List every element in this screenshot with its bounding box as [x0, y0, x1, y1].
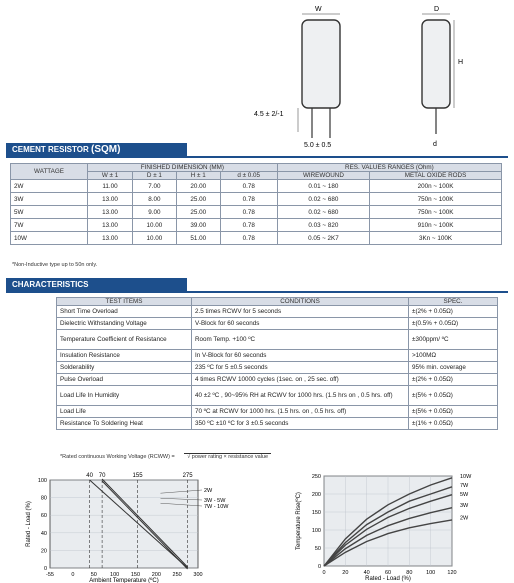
cell: 910n ~ 100K [370, 219, 502, 232]
cell: Room Temp. +100 ºC [192, 330, 409, 350]
test-items-header: TEST ITEMS [57, 298, 192, 306]
y-tick-label: 150 [311, 510, 321, 516]
x-tick-label: 250 [172, 572, 182, 578]
cell: 13.00 [88, 193, 133, 206]
table-row [57, 386, 498, 406]
col-d: D ± 1 [133, 172, 177, 180]
x-tick-label: 100 [426, 570, 436, 576]
table-row [57, 350, 498, 362]
res-values-header: RES. VALUES RANGES (Ohm) [277, 164, 501, 172]
cell: V-Block for 60 seconds [192, 318, 409, 330]
cell: 25.00 [176, 206, 220, 219]
col-lead-d: d ± 0.05 [220, 172, 277, 180]
cell: 0.02 ~ 680 [277, 193, 369, 206]
cell: 51.00 [176, 232, 220, 245]
cell: 13.00 [88, 206, 133, 219]
table-row [57, 418, 498, 430]
top-marker-label: 155 [132, 473, 143, 479]
section-rule [6, 291, 508, 293]
col-wirewound: WIREWOUND [277, 172, 369, 180]
cell: 10.00 [133, 219, 177, 232]
x-axis-label: Ambient Temperature (ºC) [89, 578, 159, 583]
section-cement-resistor-header [6, 143, 187, 156]
y-tick-label: 60 [40, 513, 47, 520]
table-row [11, 193, 502, 206]
spec-table [10, 163, 502, 245]
cell: 5W [11, 206, 88, 219]
cell: 25.00 [176, 193, 220, 206]
cell: 9.00 [133, 206, 177, 219]
x-tick-label: 120 [447, 570, 457, 576]
y-tick-label: 20 [40, 548, 47, 555]
x-tick-label: 40 [363, 570, 370, 576]
rcwv-formula-text: power rating × resistance value [191, 454, 269, 460]
cell: 7W [11, 219, 88, 232]
table-row [11, 206, 502, 219]
series-label: 10W [460, 474, 472, 480]
x-tick-label: 0 [71, 572, 75, 578]
y-tick-label: 250 [311, 474, 321, 480]
x-tick-label: 100 [110, 572, 120, 578]
cell: In V-Block for 60 seconds [192, 350, 409, 362]
section-rule [6, 156, 508, 158]
dim-h-label: H [458, 59, 464, 66]
col-h: H ± 1 [176, 172, 220, 180]
series-label: 2W [460, 515, 469, 522]
x-tick-label: 150 [130, 572, 141, 578]
cell: 4 times RCWV 10000 cycles (1sec. on , 25 sec. off) [192, 374, 409, 386]
cell: 2.5 times RCWV for 5 seconds [192, 306, 409, 318]
cell: ±(5% + 0.05Ω) [409, 386, 498, 406]
cell: 20.00 [176, 180, 220, 193]
resistor-side-body [422, 20, 450, 108]
cell: 0.03 ~ 820 [277, 219, 369, 232]
table-row [57, 318, 498, 330]
y-tick-label: 100 [37, 478, 47, 484]
cell: 750n ~ 100K [370, 206, 502, 219]
cell: 13.00 [88, 219, 133, 232]
cell: 350 ºC ±10 ºC for 3 ±0.5 seconds [192, 418, 409, 430]
y-tick-label: 0 [43, 566, 47, 572]
dim-lead-d-label: d [433, 141, 437, 148]
conditions-header: CONDITIONS [192, 298, 409, 306]
cell: 3Kn ~ 100K [370, 232, 502, 245]
cell: 7.00 [133, 180, 177, 193]
cell: Solderability [57, 362, 192, 374]
cell: 95% min. coverage [409, 362, 498, 374]
cell: 0.78 [220, 219, 277, 232]
y-tick-label: 0 [317, 564, 321, 570]
series-label: 7W - 10W [204, 504, 229, 510]
x-axis-label: Rated - Load (%) [365, 576, 411, 582]
cell: 200n ~ 100K [370, 180, 502, 193]
cell: 10.00 [133, 232, 177, 245]
table-row [57, 330, 498, 350]
cell: 0.78 [220, 193, 277, 206]
y-tick-label: 80 [40, 495, 47, 502]
rcwv-footnote [60, 454, 271, 460]
cell: Dielectric Withstanding Voltage [57, 318, 192, 330]
characteristics-table [56, 297, 498, 430]
cell: ±(1% + 0.05Ω) [409, 418, 498, 430]
cell: 3W [11, 193, 88, 206]
cell: 13.00 [88, 232, 133, 245]
x-tick-label: 80 [406, 570, 413, 576]
x-tick-label: 60 [384, 570, 392, 576]
top-marker-label: 275 [182, 473, 193, 479]
finished-dimension-header: FINISHED DIMENSION (MM) [88, 164, 278, 172]
cell: ±(5% + 0.05Ω) [409, 406, 498, 418]
table-row [57, 374, 498, 386]
cell: Short Time Overload [57, 306, 192, 318]
section-title-prefix: CEMENT RESISTOR [12, 145, 89, 154]
section-characteristics-header [6, 278, 187, 291]
x-tick-label: 300 [193, 572, 203, 578]
y-tick-label: 100 [311, 528, 321, 534]
wattage-header: WATTAGE [11, 164, 88, 180]
temperature-rise-chart [280, 466, 510, 582]
cell: ±300ppm/ ºC [409, 330, 498, 350]
top-marker-label: 40 [86, 473, 93, 479]
table-row [57, 406, 498, 418]
cell: ±(2% + 0.05Ω) [409, 306, 498, 318]
cell: 10W [11, 232, 88, 245]
cell: 0.78 [220, 206, 277, 219]
cell: 70 ºC at RCWV for 1000 hrs. (1.5 hrs. on , 0.5 hrs. off) [192, 406, 409, 418]
series-label: 7W [460, 483, 469, 489]
x-tick-label: 50 [90, 572, 97, 578]
rcwv-footnote-prefix: *Rated continuous Working Voltage (RCWW) = [60, 454, 175, 460]
cell: ±(2% + 0.05Ω) [409, 374, 498, 386]
series-label: 2W [204, 488, 213, 494]
top-marker-label: 70 [98, 473, 106, 479]
series-label: 5W [460, 492, 469, 498]
x-tick-label: 0 [322, 570, 326, 576]
cell: 750n ~ 100K [370, 193, 502, 206]
dim-pitch-label: 5.0 ± 0.5 [304, 142, 332, 149]
rcwv-formula: √ power rating × resistance value [184, 453, 271, 460]
cell: 0.05 ~ 2K7 [277, 232, 369, 245]
cell: ±(0.5% + 0.05Ω) [409, 318, 498, 330]
cell: Load Life In Humidity [57, 386, 192, 406]
table-row [11, 219, 502, 232]
series-label: 3W [460, 502, 469, 509]
cell: Temperature Coefficient of Resistance [57, 330, 192, 350]
y-tick-label: 40 [40, 530, 47, 537]
x-tick-label: 200 [151, 572, 161, 578]
cell: 8.00 [133, 193, 177, 206]
cell: 11.00 [88, 180, 133, 193]
dim-lead-label: 4.5 ± 2/-1 [254, 111, 284, 118]
col-metal-oxide: METAL OXIDE RODS [370, 172, 502, 180]
spec-header: SPEC. [409, 298, 498, 306]
cell: 0.78 [220, 232, 277, 245]
y-tick-label: 50 [314, 546, 321, 552]
cell: 0.01 ~ 180 [277, 180, 369, 193]
table-row [11, 232, 502, 245]
derating-chart [10, 466, 250, 582]
cell: Load Life [57, 406, 192, 418]
cell: Resistance To Soldering Heat [57, 418, 192, 430]
section-title-code: (SQM) [90, 144, 121, 155]
col-w: W ± 1 [88, 172, 133, 180]
cell: >100MΩ [409, 350, 498, 362]
cell: Insulation Resistance [57, 350, 192, 362]
cell: 0.78 [220, 180, 277, 193]
resistor-dimension-drawing [240, 0, 514, 149]
dim-d-label: D [434, 6, 440, 13]
y-axis-label: Temperature Rise(ºC) [296, 492, 302, 550]
x-tick-label: -55 [46, 572, 54, 578]
cell: 2W [11, 180, 88, 193]
cell: 40 ±2 ºC , 90~95% RH at RCWV for 1000 hrs. (1.5 hrs on , 0.5 hrs. off) [192, 386, 409, 406]
x-tick-label: 20 [342, 570, 349, 576]
dim-w-label: W [315, 6, 322, 13]
cell: 235 ºC for 5 ±0.5 seconds [192, 362, 409, 374]
cell: 39.00 [176, 219, 220, 232]
y-axis-label: Rated - Load (%) [26, 501, 32, 547]
table-row [57, 362, 498, 374]
resistor-front-body [302, 20, 340, 108]
series-label: 3W - 5W [204, 498, 226, 504]
table-row [57, 306, 498, 318]
cell: Pulse Overload [57, 374, 192, 386]
spec-footnote: *Non-Inductive type up to 50n only. [12, 262, 98, 268]
table-row [11, 180, 502, 193]
section-characteristics-title: CHARACTERISTICS [12, 280, 89, 289]
cell: 0.02 ~ 680 [277, 206, 369, 219]
y-tick-label: 200 [311, 492, 321, 498]
